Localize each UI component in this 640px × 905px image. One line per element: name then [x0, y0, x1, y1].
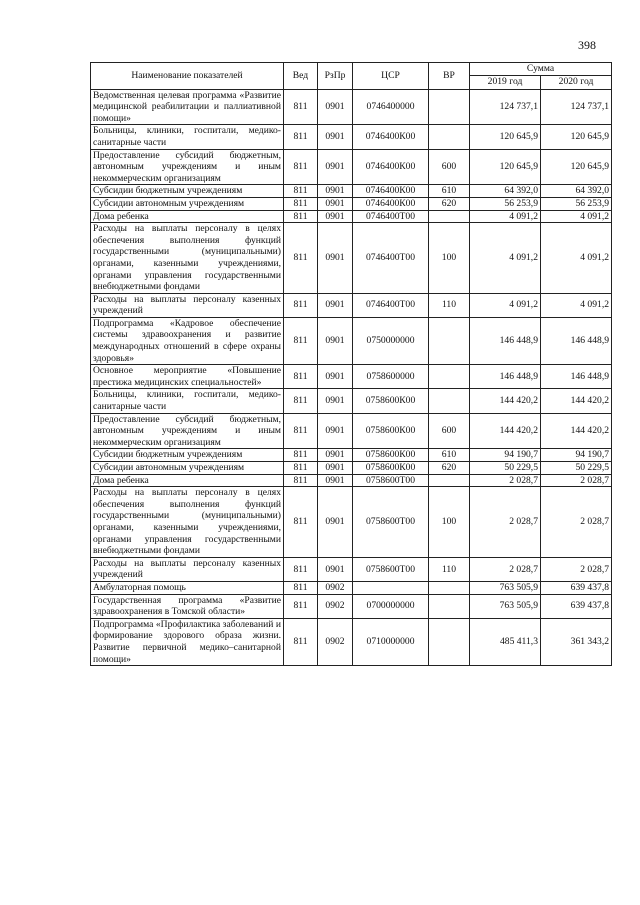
indicator-name: Расходы на выплаты персоналу казенных учреждений	[91, 293, 284, 317]
vr-cell	[429, 365, 470, 389]
table-row	[91, 317, 612, 364]
indicator-name: Расходы на выплаты персоналу в целях обеспечения выполнения функций государственными (муниципальными) органами, казенными учреждениями, органами управления государственными внебюджетными фондами	[91, 223, 284, 294]
sum-2020-cell: 56 253,9	[541, 197, 612, 210]
sum-2019-cell: 124 737,1	[470, 89, 541, 125]
indicator-name: Дома ребенка	[91, 210, 284, 223]
sum-2019-cell: 4 091,2	[470, 293, 541, 317]
ved-cell: 811	[284, 197, 318, 210]
indicator-name: Подпрограмма «Кадровое обеспечение системы здравоохранения и развитие международных отношений в сфере охраны здоровья»	[91, 317, 284, 364]
rzpr-cell: 0901	[318, 223, 353, 294]
sum-2019-cell: 144 420,2	[470, 389, 541, 413]
vr-cell: 610	[429, 449, 470, 462]
indicator-name: Предоставление субсидий бюджетным, автономным учреждениям и иным некоммерческим организациям	[91, 149, 284, 185]
csr-cell: 0758600Т00	[353, 487, 429, 558]
sum-2019-cell: 120 645,9	[470, 149, 541, 185]
table-row	[91, 210, 612, 223]
vr-cell	[429, 210, 470, 223]
vr-cell	[429, 125, 470, 149]
vr-cell: 610	[429, 185, 470, 198]
ved-cell: 811	[284, 474, 318, 487]
csr-cell: 0746400К00	[353, 149, 429, 185]
table-row	[91, 474, 612, 487]
indicator-name: Амбулаторная помощь	[91, 581, 284, 594]
indicator-name: Больницы, клиники, госпитали, медико-санитарные части	[91, 125, 284, 149]
ved-cell: 811	[284, 449, 318, 462]
header-name: Наименование показателей	[91, 63, 284, 90]
csr-cell: 0746400К00	[353, 197, 429, 210]
csr-cell: 0758600Т00	[353, 557, 429, 581]
csr-cell: 0700000000	[353, 594, 429, 618]
vr-cell: 620	[429, 197, 470, 210]
header-csr: ЦСР	[353, 63, 429, 90]
vr-cell	[429, 618, 470, 665]
ved-cell: 811	[284, 365, 318, 389]
indicator-name: Субсидии бюджетным учреждениям	[91, 449, 284, 462]
ved-cell: 811	[284, 618, 318, 665]
csr-cell: 0758600К00	[353, 389, 429, 413]
sum-2019-cell: 485 411,3	[470, 618, 541, 665]
rzpr-cell: 0901	[318, 462, 353, 475]
ved-cell: 811	[284, 210, 318, 223]
csr-cell: 0758600К00	[353, 449, 429, 462]
table-row	[91, 449, 612, 462]
header-2020: 2020 год	[541, 75, 612, 89]
indicator-name: Субсидии бюджетным учреждениям	[91, 185, 284, 198]
table-body	[91, 89, 612, 666]
rzpr-cell: 0901	[318, 389, 353, 413]
sum-2020-cell: 124 737,1	[541, 89, 612, 125]
rzpr-cell: 0901	[318, 149, 353, 185]
vr-cell: 110	[429, 293, 470, 317]
rzpr-cell: 0901	[318, 210, 353, 223]
vr-cell	[429, 474, 470, 487]
sum-2020-cell: 50 229,5	[541, 462, 612, 475]
csr-cell: 0746400000	[353, 89, 429, 125]
csr-cell: 0746400Т00	[353, 293, 429, 317]
sum-2020-cell: 639 437,8	[541, 594, 612, 618]
vr-cell: 100	[429, 487, 470, 558]
header-2019: 2019 год	[470, 75, 541, 89]
indicator-name: Больницы, клиники, госпитали, медико-санитарные части	[91, 389, 284, 413]
vr-cell: 620	[429, 462, 470, 475]
sum-2020-cell: 144 420,2	[541, 413, 612, 449]
sum-2019-cell: 4 091,2	[470, 210, 541, 223]
header-ved: Вед	[284, 63, 318, 90]
ved-cell: 811	[284, 413, 318, 449]
rzpr-cell: 0902	[318, 594, 353, 618]
rzpr-cell: 0901	[318, 413, 353, 449]
ved-cell: 811	[284, 581, 318, 594]
indicator-name: Субсидии автономным учреждениям	[91, 462, 284, 475]
csr-cell: 0758600К00	[353, 413, 429, 449]
ved-cell: 811	[284, 185, 318, 198]
indicator-name: Расходы на выплаты персоналу казенных учреждений	[91, 557, 284, 581]
vr-cell	[429, 581, 470, 594]
ved-cell: 811	[284, 389, 318, 413]
sum-2019-cell: 763 505,9	[470, 594, 541, 618]
sum-2019-cell: 2 028,7	[470, 474, 541, 487]
indicator-name: Основное мероприятие «Повышение престижа медицинских специальностей»	[91, 365, 284, 389]
rzpr-cell: 0901	[318, 317, 353, 364]
rzpr-cell: 0901	[318, 293, 353, 317]
table-row	[91, 197, 612, 210]
sum-2019-cell: 146 448,9	[470, 317, 541, 364]
indicator-name: Расходы на выплаты персоналу в целях обеспечения выполнения функций государственными (муниципальными) органами, казенными учреждениями, органами управления государственными внебюджетными фондами	[91, 487, 284, 558]
sum-2020-cell: 146 448,9	[541, 365, 612, 389]
table-row	[91, 293, 612, 317]
table-row	[91, 389, 612, 413]
sum-2020-cell: 144 420,2	[541, 389, 612, 413]
csr-cell: 0758600Т00	[353, 474, 429, 487]
sum-2019-cell: 2 028,7	[470, 557, 541, 581]
ved-cell: 811	[284, 594, 318, 618]
table-row	[91, 487, 612, 558]
vr-cell	[429, 89, 470, 125]
table-row	[91, 594, 612, 618]
table-row	[91, 413, 612, 449]
vr-cell	[429, 594, 470, 618]
rzpr-cell: 0901	[318, 557, 353, 581]
rzpr-cell: 0901	[318, 474, 353, 487]
sum-2020-cell: 94 190,7	[541, 449, 612, 462]
vr-cell	[429, 389, 470, 413]
rzpr-cell: 0901	[318, 449, 353, 462]
ved-cell: 811	[284, 487, 318, 558]
rzpr-cell: 0902	[318, 581, 353, 594]
table-row	[91, 125, 612, 149]
sum-2020-cell: 120 645,9	[541, 125, 612, 149]
vr-cell: 100	[429, 223, 470, 294]
table-row	[91, 365, 612, 389]
sum-2019-cell: 120 645,9	[470, 125, 541, 149]
indicator-name: Ведомственная целевая программа «Развитие медицинской реабилитации и паллиативной помощи»	[91, 89, 284, 125]
indicator-name: Подпрограмма «Профилактика заболеваний и формирование здорового образа жизни. Развитие первичной медико–санитарной помощи»	[91, 618, 284, 665]
indicator-name: Предоставление субсидий бюджетным, автономным учреждениям и иным некоммерческим организациям	[91, 413, 284, 449]
rzpr-cell: 0901	[318, 185, 353, 198]
budget-table	[90, 62, 612, 666]
sum-2019-cell: 50 229,5	[470, 462, 541, 475]
page-number: 398	[578, 38, 596, 52]
table-row	[91, 149, 612, 185]
header-vr: ВР	[429, 63, 470, 90]
csr-cell: 0746400К00	[353, 185, 429, 198]
ved-cell: 811	[284, 557, 318, 581]
rzpr-cell: 0901	[318, 487, 353, 558]
sum-2019-cell: 94 190,7	[470, 449, 541, 462]
table-row	[91, 618, 612, 665]
ved-cell: 811	[284, 125, 318, 149]
sum-2019-cell: 64 392,0	[470, 185, 541, 198]
sum-2020-cell: 2 028,7	[541, 557, 612, 581]
indicator-name: Субсидии автономным учреждениям	[91, 197, 284, 210]
header-rzpr: РзПр	[318, 63, 353, 90]
rzpr-cell: 0901	[318, 197, 353, 210]
sum-2020-cell: 639 437,8	[541, 581, 612, 594]
sum-2019-cell: 146 448,9	[470, 365, 541, 389]
table-row	[91, 223, 612, 294]
csr-cell: 0746400К00	[353, 125, 429, 149]
sum-2020-cell: 4 091,2	[541, 293, 612, 317]
indicator-name: Государственная программа «Развитие здравоохранения в Томской области»	[91, 594, 284, 618]
csr-cell: 0746400Т00	[353, 210, 429, 223]
sum-2019-cell: 4 091,2	[470, 223, 541, 294]
csr-cell: 0710000000	[353, 618, 429, 665]
csr-cell: 0746400Т00	[353, 223, 429, 294]
rzpr-cell: 0901	[318, 89, 353, 125]
sum-2020-cell: 120 645,9	[541, 149, 612, 185]
ved-cell: 811	[284, 462, 318, 475]
rzpr-cell: 0902	[318, 618, 353, 665]
vr-cell: 600	[429, 413, 470, 449]
csr-cell: 0758600000	[353, 365, 429, 389]
sum-2020-cell: 4 091,2	[541, 223, 612, 294]
vr-cell	[429, 317, 470, 364]
ved-cell: 811	[284, 89, 318, 125]
csr-cell	[353, 581, 429, 594]
sum-2020-cell: 2 028,7	[541, 474, 612, 487]
sum-2019-cell: 2 028,7	[470, 487, 541, 558]
table-row	[91, 462, 612, 475]
table-row	[91, 89, 612, 125]
rzpr-cell: 0901	[318, 125, 353, 149]
sum-2020-cell: 4 091,2	[541, 210, 612, 223]
ved-cell: 811	[284, 223, 318, 294]
header-sum: Сумма	[470, 63, 612, 76]
indicator-name: Дома ребенка	[91, 474, 284, 487]
sum-2020-cell: 361 343,2	[541, 618, 612, 665]
table-row	[91, 185, 612, 198]
sum-2020-cell: 2 028,7	[541, 487, 612, 558]
vr-cell: 600	[429, 149, 470, 185]
sum-2019-cell: 763 505,9	[470, 581, 541, 594]
csr-cell: 0758600К00	[353, 462, 429, 475]
ved-cell: 811	[284, 293, 318, 317]
ved-cell: 811	[284, 317, 318, 364]
sum-2020-cell: 64 392,0	[541, 185, 612, 198]
rzpr-cell: 0901	[318, 365, 353, 389]
vr-cell: 110	[429, 557, 470, 581]
sum-2019-cell: 144 420,2	[470, 413, 541, 449]
ved-cell: 811	[284, 149, 318, 185]
table-row	[91, 557, 612, 581]
sum-2019-cell: 56 253,9	[470, 197, 541, 210]
sum-2020-cell: 146 448,9	[541, 317, 612, 364]
table-row	[91, 581, 612, 594]
csr-cell: 0750000000	[353, 317, 429, 364]
